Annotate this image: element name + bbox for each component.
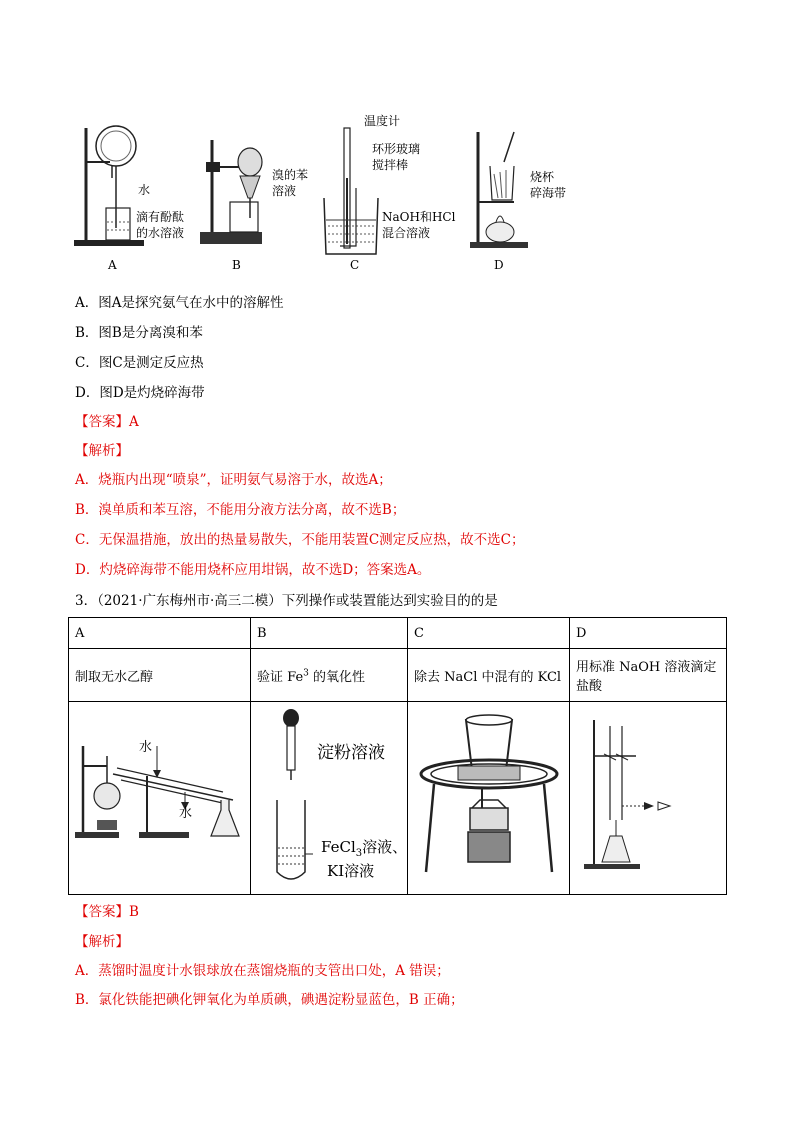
fig-a-cell (69, 702, 251, 895)
q2-analysis-c: C．无保温措施，放出的热量易散失，不能用装置C测定反应热，故不选C； (75, 532, 525, 548)
q3-answer: 【答案】B (75, 904, 139, 920)
apparatus-figure (0, 0, 800, 280)
q2-analysis-b: B．溴单质和苯互溶，不能用分液方法分离，故不选B； (75, 502, 406, 518)
q3-stem: 3．（2021·广东梅州市·高三二模）下列操作或装置能达到实验目的的是 (75, 593, 498, 609)
fig-b-ki-label: KI溶液 (327, 862, 375, 880)
desc-b (251, 649, 408, 702)
a-solution-label-1: 滴有酚酞 (136, 210, 185, 224)
q3-analysis-title: 【解析】 (75, 934, 129, 950)
q3-analysis-b: B．氯化铁能把碘化钾氧化为单质碘，碘遇淀粉显蓝色，B 正确； (75, 992, 464, 1008)
d-beaker-label: 烧杯 (530, 170, 555, 184)
c-stirrer-label-1: 环形玻璃 (372, 142, 421, 156)
fig-a-water-out: 水 (179, 806, 193, 821)
desc-b-post: 的氧化性 (308, 669, 366, 685)
fig-c-cell (408, 702, 570, 895)
desc-d: 用标准 NaOH 溶液滴定盐酸 (570, 649, 727, 702)
header-d: D (570, 618, 727, 649)
c-mix-label-2: 混合溶液 (382, 226, 431, 240)
header-c: C (408, 618, 570, 649)
desc-a: 制取无水乙醇 (69, 649, 251, 702)
a-water-label: 水 (138, 183, 151, 197)
fig-b-fecl-post: 溶液、 (362, 838, 408, 856)
fig-d-cell (570, 702, 727, 895)
c-thermometer-label: 温度计 (364, 114, 401, 128)
apparatus-d-drawing (470, 122, 530, 252)
apparatus-c-drawing (318, 108, 388, 258)
a-solution-label-2: 的水溶液 (136, 226, 185, 240)
desc-c: 除去 NaCl 中混有的 KCl (408, 649, 570, 702)
distillation-drawing (73, 736, 247, 846)
header-a: A (69, 618, 251, 649)
titration-drawing (580, 716, 690, 876)
caption-d: D (494, 258, 504, 272)
d-kelp-label: 碎海带 (530, 186, 567, 200)
table-row (69, 649, 727, 702)
c-stirrer-label-2: 搅拌棒 (372, 158, 409, 172)
dropper-testtube-drawing (273, 708, 313, 888)
table-row (69, 618, 727, 649)
b-label-2: 溶液 (272, 184, 297, 198)
desc-b-pre: 验证 Fe (257, 669, 304, 685)
q2-option-c: C．图C是测定反应热 (75, 355, 204, 371)
fig-b-starch-label: 淀粉溶液 (317, 743, 385, 763)
caption-b: B (232, 258, 241, 272)
fig-b-fecl-sub: 3 (355, 848, 363, 859)
q2-analysis-a: A．烧瓶内出现“喷泉”，证明氨气易溶于水，故选A； (75, 472, 392, 488)
fig-b-fecl-pre: FeCl (321, 838, 356, 856)
q2-answer: 【答案】A (75, 414, 139, 430)
c-mix-label-1: NaOH和HCl (382, 210, 456, 224)
apparatus-b-drawing (200, 140, 280, 250)
q2-option-a: A．图A是探究氨气在水中的溶解性 (75, 295, 284, 311)
table-row (69, 702, 727, 895)
header-b: B (251, 618, 408, 649)
fig-a-water-in: 水 (139, 740, 153, 755)
q2-analysis-title: 【解析】 (75, 443, 129, 459)
fig-b-cell (251, 702, 408, 895)
q3-analysis-a: A．蒸馏时温度计水银球放在蒸馏烧瓶的支管出口处，A 错误； (75, 963, 450, 979)
fig-b-fecl-label (321, 836, 407, 859)
q2-option-d: D．图D是灼烧碎海带 (75, 385, 205, 401)
q2-option-b: B．图B是分离溴和苯 (75, 325, 203, 341)
caption-c: C (350, 258, 360, 272)
b-label-1: 溴的苯 (272, 168, 309, 182)
q3-options-table (68, 617, 727, 895)
q2-analysis-d: D．灼烧碎海带不能用烧杯应用坩锅，故不选D；答案选A。 (75, 562, 431, 578)
desc-b-sup: 3 (303, 668, 309, 679)
crucible-tripod-drawing (412, 712, 566, 888)
caption-a: A (108, 258, 117, 272)
